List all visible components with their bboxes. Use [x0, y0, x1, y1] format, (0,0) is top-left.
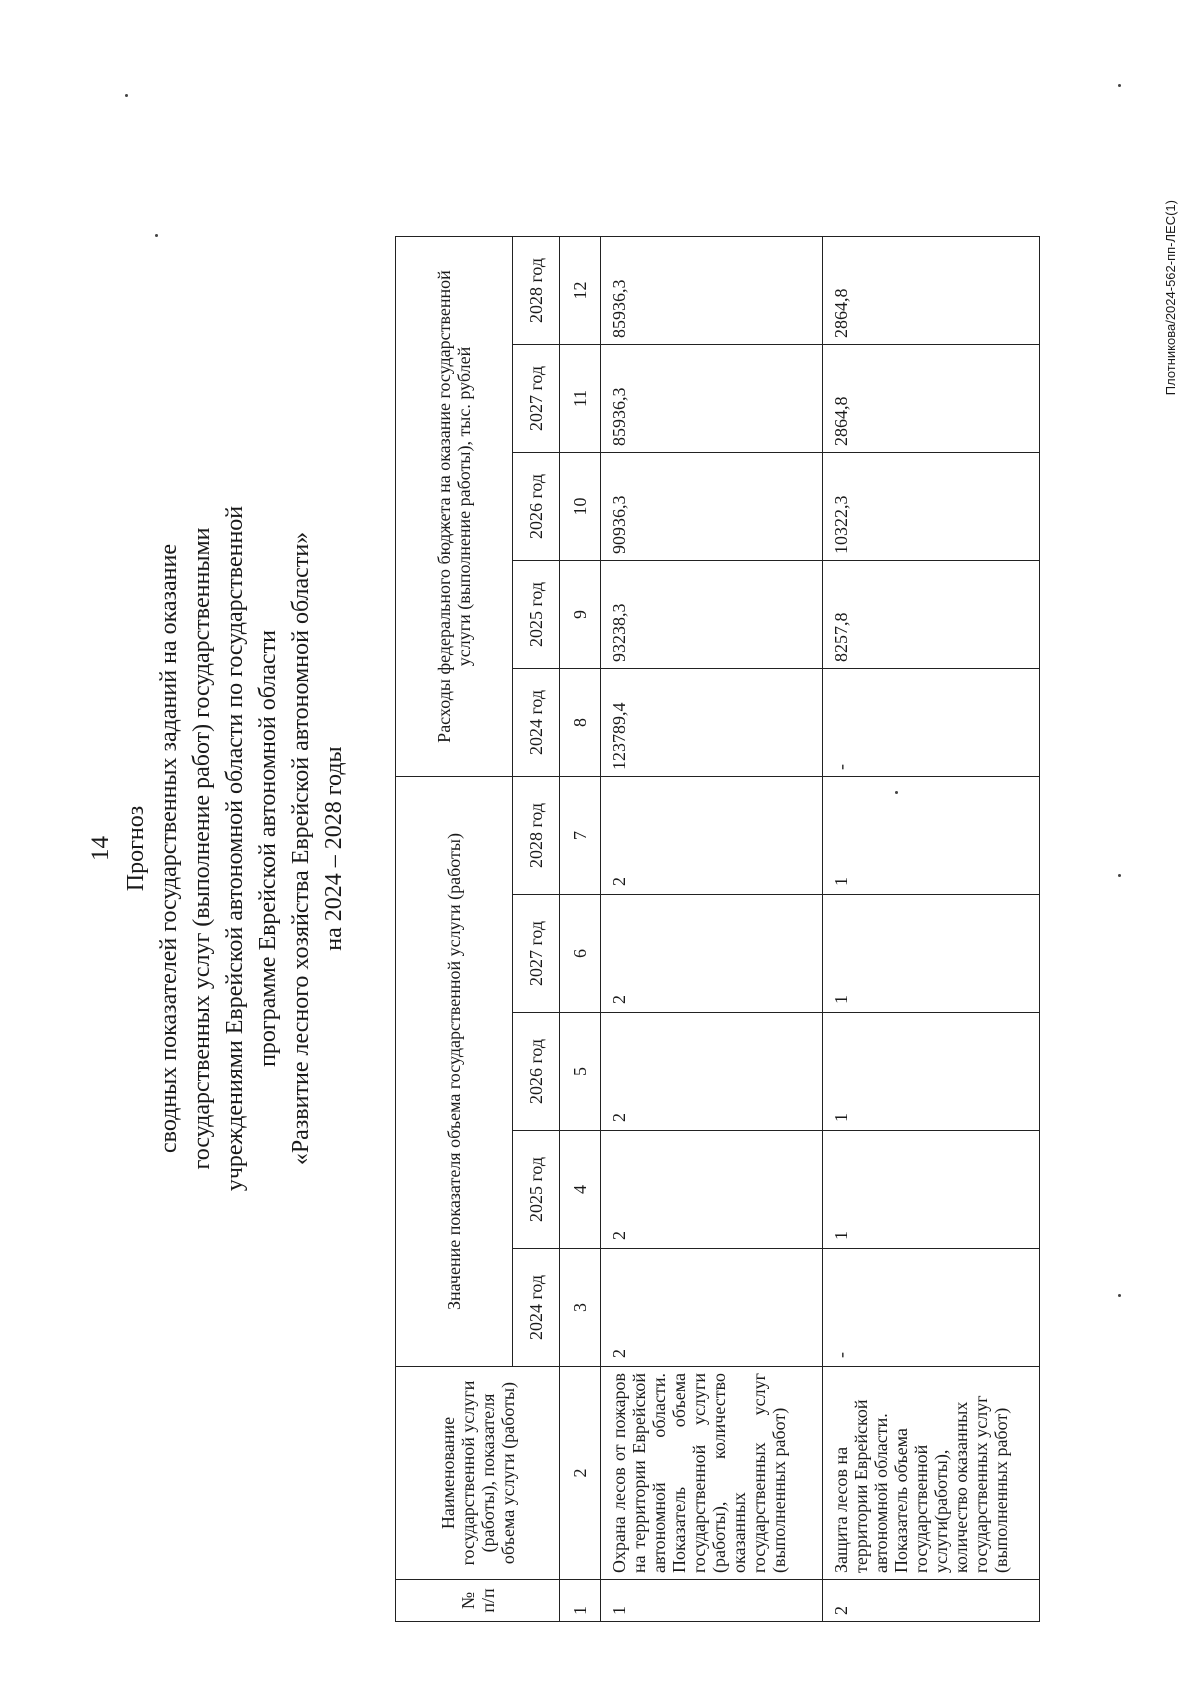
row-num: 1 — [601, 1580, 823, 1622]
expense-value: 2864,8 — [823, 237, 1040, 345]
document-code: Плотникова/2024-562-пп-ЛЕС(1) — [1163, 200, 1178, 396]
volume-value: 2 — [601, 895, 823, 1013]
header-year: 2025 год — [513, 561, 560, 669]
column-number: 6 — [560, 895, 601, 1013]
header-year: 2024 год — [513, 1249, 560, 1367]
column-number: 8 — [560, 669, 601, 777]
row-num: 2 — [823, 1580, 1040, 1622]
header-year: 2024 год — [513, 669, 560, 777]
header-volume-group: Значение показателя объема государственной услуги (работы) — [396, 777, 513, 1367]
title-line: Прогноз — [123, 805, 149, 892]
row-name: Защита лесов на территории Еврейской автономной области. Показатель объема государственной услуги(работы), количество оказанных государственных услуг (выполненных работ) — [823, 1367, 1040, 1580]
title-line: сводных показателей государственных заданий на оказание — [156, 544, 182, 1153]
volume-value: 2 — [601, 777, 823, 895]
header-name: Наименование государственной услуги (работы), показателя объема услуги (работы) — [396, 1367, 560, 1580]
expense-value: 2864,8 — [823, 345, 1040, 453]
header-year: 2027 год — [513, 895, 560, 1013]
header-year: 2028 год — [513, 777, 560, 895]
volume-value: 2 — [601, 1131, 823, 1249]
volume-value: 1 — [823, 1013, 1040, 1131]
page-number: 14 — [87, 836, 114, 861]
title-line: учреждениями Еврейской автономной области по государственной — [222, 505, 248, 1192]
expense-value: 123789,4 — [601, 669, 823, 777]
document-title — [120, 0, 351, 1697]
table-row — [823, 237, 1040, 1622]
scan-speck — [1118, 874, 1121, 877]
volume-value: 2 — [601, 1013, 823, 1131]
column-number: 10 — [560, 453, 601, 561]
header-num: № п/п — [396, 1580, 560, 1622]
header-expense-group: Расходы федерального бюджета на оказание государственной услуги (выполнение работы), тыс. рублей — [396, 237, 513, 777]
expense-value: 10322,3 — [823, 453, 1040, 561]
column-number: 2 — [560, 1367, 601, 1580]
column-number: 3 — [560, 1249, 601, 1367]
expense-value: 90936,3 — [601, 453, 823, 561]
column-number: 1 — [560, 1580, 601, 1622]
volume-value: 1 — [823, 895, 1040, 1013]
header-year: 2025 год — [513, 1131, 560, 1249]
column-number: 12 — [560, 237, 601, 345]
header-year: 2027 год — [513, 345, 560, 453]
volume-value: 1 — [823, 1131, 1040, 1249]
volume-value: - — [823, 1249, 1040, 1367]
forecast-table — [395, 236, 1040, 1622]
expense-value: 85936,3 — [601, 237, 823, 345]
table-row — [601, 237, 823, 1622]
column-number: 5 — [560, 1013, 601, 1131]
title-line: на 2024 – 2028 годы — [321, 746, 347, 951]
header-year: 2028 год — [513, 237, 560, 345]
scan-speck — [1118, 1294, 1121, 1297]
column-number: 4 — [560, 1131, 601, 1249]
expense-value: 93238,3 — [601, 561, 823, 669]
header-year: 2026 год — [513, 1013, 560, 1131]
title-line: «Развитие лесного хозяйства Еврейской автономной области» — [288, 531, 314, 1166]
title-line: государственных услуг (выполнение работ) государственными — [189, 527, 215, 1170]
expense-value: - — [823, 669, 1040, 777]
column-number: 9 — [560, 561, 601, 669]
scan-speck — [1118, 84, 1121, 87]
volume-value: 1 — [823, 777, 1040, 895]
column-number: 11 — [560, 345, 601, 453]
column-number: 7 — [560, 777, 601, 895]
expense-value: 85936,3 — [601, 345, 823, 453]
expense-value: 8257,8 — [823, 561, 1040, 669]
row-name: Охрана лесов от пожаров на территории Еврейской автономной области. Показатель объема государственной услуги (работы), количество оказанных государственных услуг (выполненных работ) — [601, 1367, 823, 1580]
volume-value: 2 — [601, 1249, 823, 1367]
title-line: программе Еврейской автономной области — [255, 630, 281, 1067]
header-year: 2026 год — [513, 453, 560, 561]
